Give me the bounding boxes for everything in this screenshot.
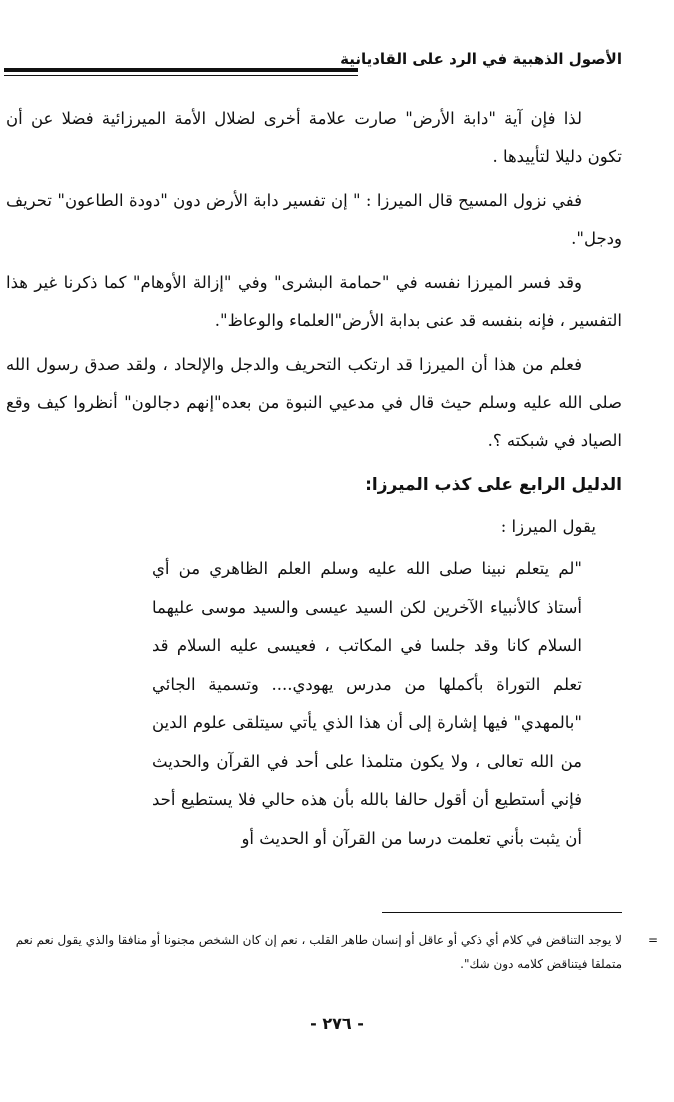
header-rule-thin bbox=[4, 75, 358, 76]
quote-intro: يقول الميرزا : bbox=[500, 517, 596, 536]
footnote-marker: = bbox=[647, 933, 658, 947]
running-title: الأصول الذهبية في الرد على القاديانية bbox=[340, 50, 622, 68]
main-text bbox=[6, 100, 622, 858]
page-header bbox=[0, 50, 622, 80]
section-heading: الدليل الرابع على كذب الميرزا: bbox=[365, 475, 622, 495]
block-quote: "لم يتعلم نبينا صلى الله عليه وسلم العلم الظاهري من أي أستاذ كالأنبياء الآخرين لكن السيد عيسى والسيد موسى عليهما السلام كانا وقد جلسا في المكاتب ، فعيسى عليه السلام قد تعلم التوراة بأكملها من مدرس يهودي.... وتسمية الجائي "بالمهدي" فيها إشارة إلى أن هذا الذي يأتي سيتلقى علوم الدين من الله تعالى ، ولا يكون متلمذا على أحد في القرآن والحديث فإني أستطيع أن أقول حالفا بالله بأن هذه حالي فلا يستطيع أحد أن يثبت بأني تعلمت درسا من القرآن أو الحديث أو bbox=[152, 559, 582, 848]
footnote-text: لا يوجد التناقض في كلام أي ذكي أو عاقل أو إنسان طاهر القلب ، نعم إن كان الشخص مجنونا أو منافقا والذي يقول نعم نعم متملقا فيتناقض كلامه دون شك". bbox=[15, 933, 622, 971]
footnote bbox=[12, 928, 658, 976]
paragraph-4: فعلم من هذا أن الميرزا قد ارتكب التحريف والدجل والإلحاد ، ولقد صدق رسول الله صلى الله عليه وسلم حيث قال في مدعيي النبوة من بعده"إنهم دجالون" أنظروا كيف وقع الصياد في شبكته ؟. bbox=[6, 355, 622, 450]
page-number: - ٢٧٦ - bbox=[310, 1014, 364, 1033]
paragraph-1: لذا فإن آية "دابة الأرض" صارت علامة أخرى لضلال الأمة الميرزائية فضلا عن أن تكون دليلا لتأييدها . bbox=[6, 109, 622, 166]
paragraph-2: ففي نزول المسيح قال الميرزا : " إن تفسير دابة الأرض دون "دودة الطاعون" تحريف ودجل". bbox=[6, 191, 622, 248]
header-rule bbox=[4, 68, 358, 72]
paragraph-3: وقد فسر الميرزا نفسه في "حمامة البشرى" وفي "إزالة الأوهام" كما ذكرنا غير هذا التفسير ، فإنه بنفسه قد عنى بدابة الأرض"العلماء والوعاظ". bbox=[6, 273, 622, 330]
footnote-divider bbox=[382, 912, 622, 913]
